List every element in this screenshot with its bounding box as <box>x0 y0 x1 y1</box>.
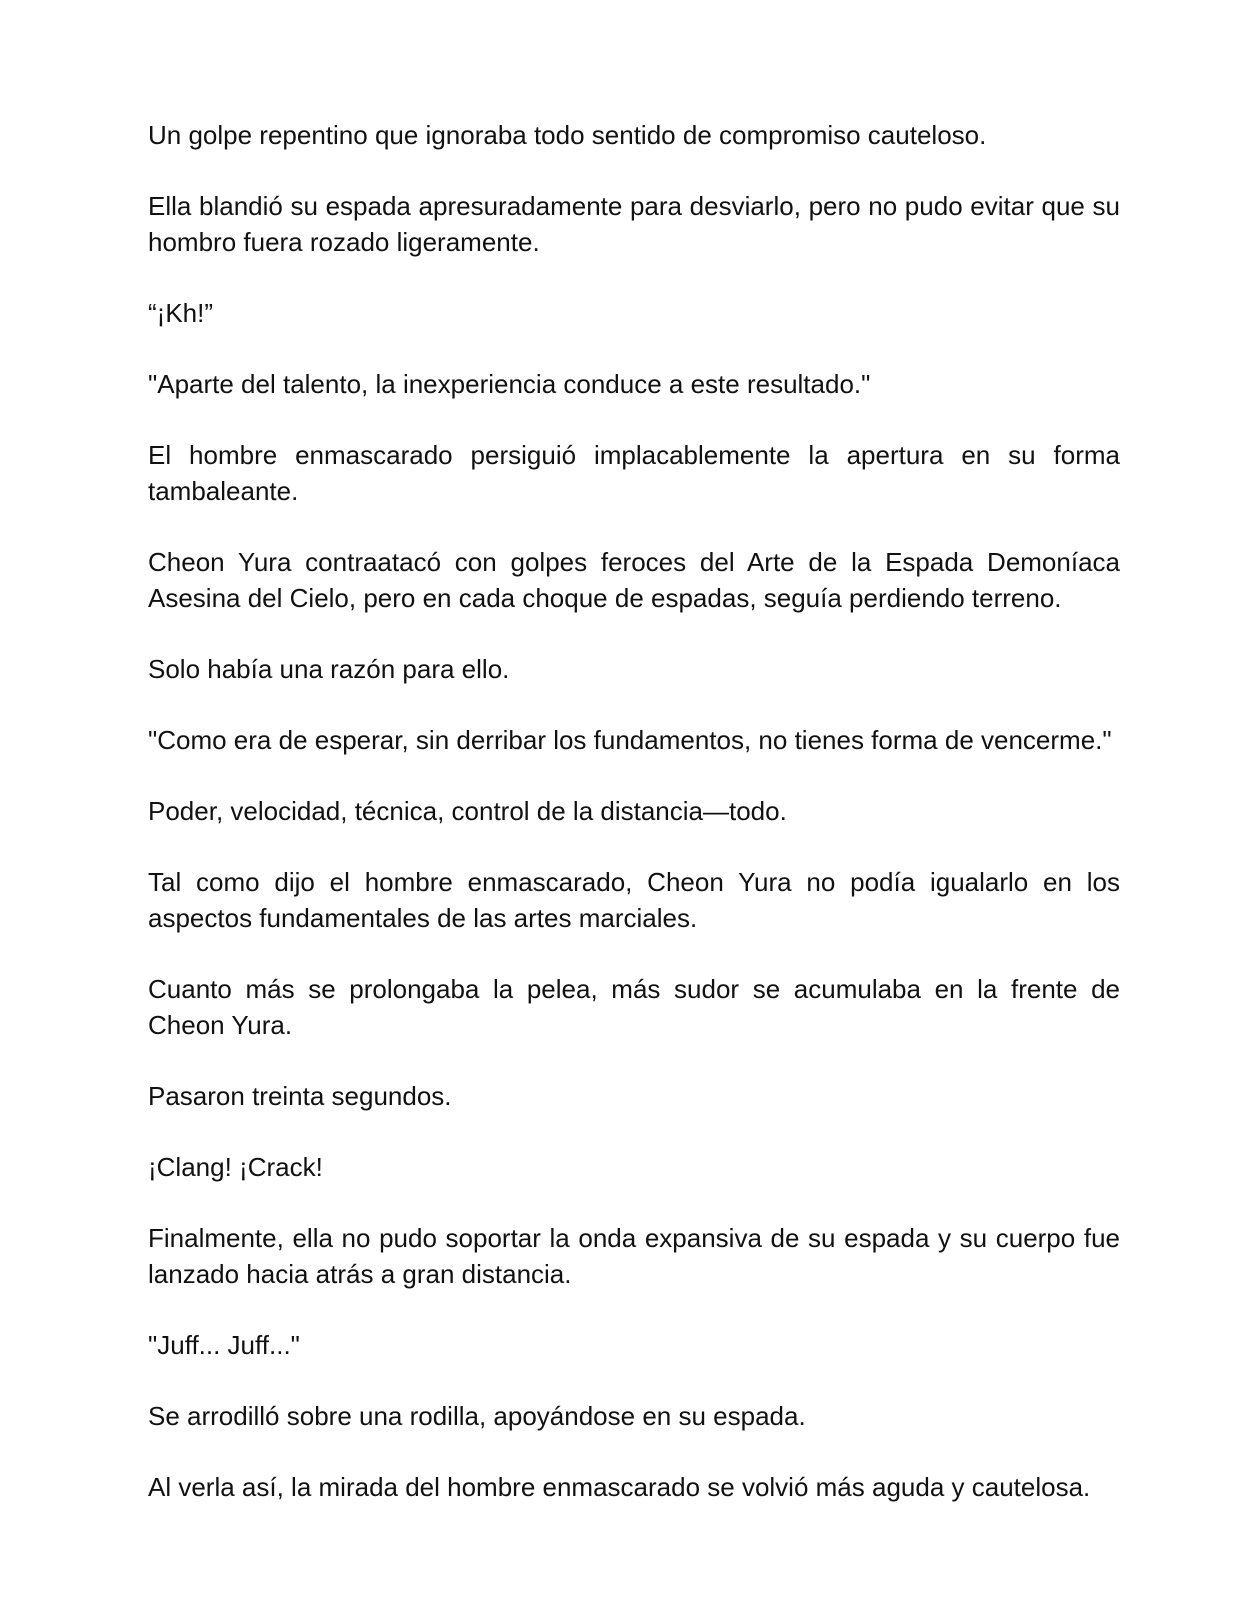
paragraph: Finalmente, ella no pudo soportar la onda expansiva de su espada y su cuerpo fue lanzado hacia atrás a gran distancia. <box>148 1223 1120 1289</box>
paragraph: Solo había una razón para ello. <box>148 654 510 684</box>
paragraph: "Aparte del talento, la inexperiencia conduce a este resultado." <box>148 369 871 399</box>
paragraph: ¡Clang! ¡Crack! <box>148 1152 323 1182</box>
paragraph: "Como era de esperar, sin derribar los fundamentos, no tienes forma de vencerme." <box>148 725 1112 755</box>
paragraph: Se arrodilló sobre una rodilla, apoyándose en su espada. <box>148 1401 806 1431</box>
paragraph: Poder, velocidad, técnica, control de la distancia—todo. <box>148 796 787 826</box>
paragraph: Un golpe repentino que ignoraba todo sentido de compromiso cauteloso. <box>148 120 987 150</box>
paragraph: Ella blandió su espada apresuradamente para desviarlo, pero no pudo evitar que su hombro fuera rozado ligeramente. <box>148 191 1120 257</box>
paragraph: “¡Kh!” <box>148 298 213 328</box>
paragraph: El hombre enmascarado persiguió implacablemente la apertura en su forma tambaleante. <box>148 440 1120 506</box>
document-body <box>148 117 1120 1540</box>
paragraph: Pasaron treinta segundos. <box>148 1081 452 1111</box>
paragraph: Cheon Yura contraatacó con golpes feroces del Arte de la Espada Demoníaca Asesina del Cielo, pero en cada choque de espadas, seguía perdiendo terreno. <box>148 547 1120 613</box>
paragraph: Cuanto más se prolongaba la pelea, más sudor se acumulaba en la frente de Cheon Yura. <box>148 974 1120 1040</box>
paragraph: Tal como dijo el hombre enmascarado, Cheon Yura no podía igualarlo en los aspectos fundamentales de las artes marciales. <box>148 867 1120 933</box>
paragraph: Al verla así, la mirada del hombre enmascarado se volvió más aguda y cautelosa. <box>148 1472 1091 1502</box>
paragraph: "Juff... Juff..." <box>148 1330 300 1360</box>
